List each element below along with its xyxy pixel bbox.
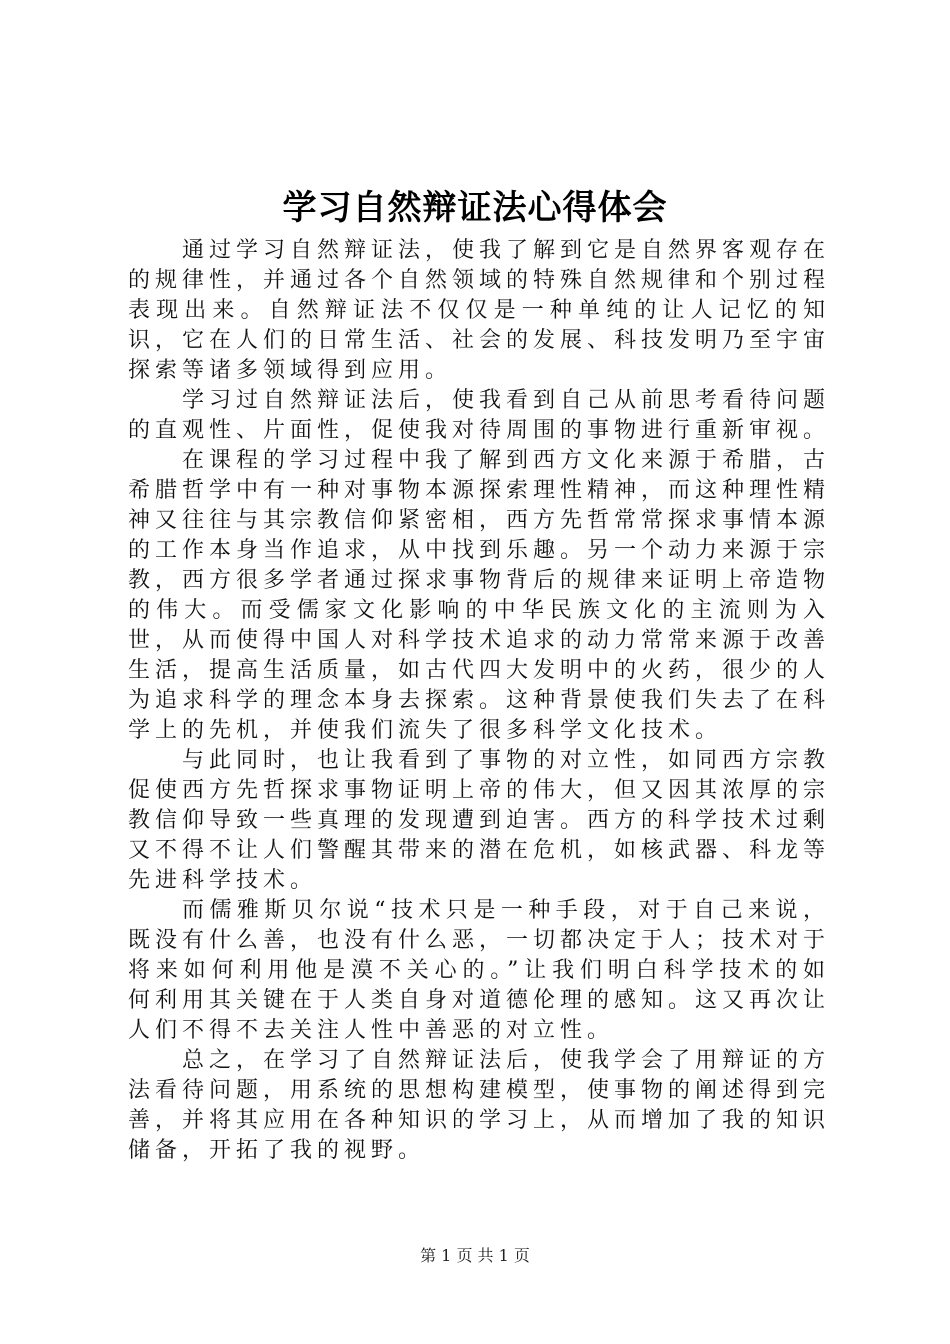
paragraph-6: 总之，在学习了自然辩证法后，使我学会了用辩证的方法看待问题，用系统的思想构建模型，使事物的阐述得到完善，并将其应用在各种知识的学习上，从而增加了我的知识储备，开拓了我的视野。	[128, 1048, 831, 1163]
document-body	[128, 236, 830, 1166]
document-title: 学习自然辩证法心得体会	[282, 188, 668, 228]
paragraph-4: 与此同时，也让我看到了事物的对立性，如同西方宗教促使西方先哲探求事物证明上帝的伟大，但又因其浓厚的宗教信仰导致一些真理的发现遭到迫害。西方的科学技术过剩又不得不让人们警醒其带来的潜在危机，如核武器、科龙等先进科学技术。	[128, 748, 831, 893]
paragraph-1: 通过学习自然辩证法，使我了解到它是自然界客观存在的规律性，并通过各个自然领域的特殊自然规律和个别过程表现出来。自然辩证法不仅仅是一种单纯的让人记忆的知识，它在人们的日常生活、社会的发展、科技发明乃至宇宙探索等诸多领域得到应用。	[128, 238, 831, 383]
paragraph-2: 学习过自然辩证法后，使我看到自己从前思考看待问题的直观性、片面性，促使我对待周围的事物进行重新审视。	[128, 388, 831, 443]
page-footer: 第 1 页 共 1 页	[420, 1246, 530, 1265]
paragraph-3: 在课程的学习过程中我了解到西方文化来源于希腊，古希腊哲学中有一种对事物本源探索理性精神，而这种理性精神又往往与其宗教信仰紧密相，西方先哲常常探求事情本源的工作本身当作追求，从中找到乐趣。另一个动力来源于宗教，西方很多学者通过探求事物背后的规律来证明上帝造物的伟大。而受儒家文化影响的中华民族文化的主流则为入世，从而使得中国人对科学技术追求的动力常常来源于改善生活，提高生活质量，如古代四大发明中的火药，很少的人为追求科学的理念本身去探索。这种背景使我们失去了在科学上的先机，并使我们流失了很多科学文化技术。	[128, 448, 831, 743]
paragraph-5: 而儒雅斯贝尔说“技术只是一种手段，对于自己来说，既没有什么善，也没有什么恶，一切都决定于人；技术对于将来如何利用他是漠不关心的。”让我们明白科学技术的如何利用其关键在于人类自身对道德伦理的感知。这又再次让人们不得不去关注人性中善恶的对立性。	[128, 898, 831, 1043]
